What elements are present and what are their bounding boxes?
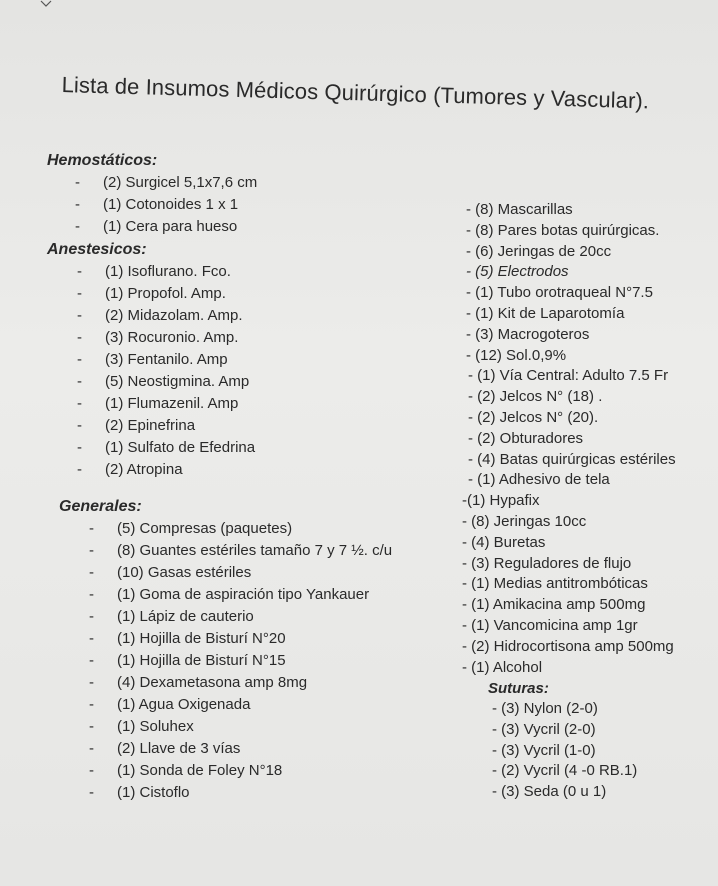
bullet-dash: -: [89, 718, 94, 735]
list-item: [47, 606, 417, 628]
bullet-dash: -: [77, 351, 82, 368]
item-text: (1) Flumazenil. Amp: [105, 395, 239, 412]
list-item: - (8) Pares botas quirúrgicas.: [466, 221, 660, 239]
bullet-dash: -: [77, 263, 82, 280]
bullet-dash: -: [89, 608, 94, 625]
list-item: - (1) Alcohol: [462, 658, 543, 676]
suture-item: - (3) Vycril (2-0): [492, 720, 596, 738]
section-heading-anestesicos: Anestesicos:: [47, 241, 147, 258]
list-item: [47, 305, 417, 327]
list-item: [47, 349, 417, 371]
list-item: [47, 694, 417, 716]
list-item: [47, 562, 417, 584]
list-item: [47, 216, 417, 238]
hemostaticos-list: [47, 172, 417, 238]
list-item: - (2) Hidrocortisona amp 500mg: [462, 637, 674, 655]
list-item: - (5) Electrodos: [466, 263, 569, 281]
list-item: [47, 738, 417, 760]
item-text: (2) Epinefrina: [105, 417, 196, 434]
suture-item: - (2) Vycril (4 -0 RB.1): [492, 762, 638, 780]
generales-list: [47, 518, 417, 804]
list-item: - (2) Jelcos N° (20).: [468, 408, 599, 426]
item-text: (1) Soluhex: [117, 718, 194, 735]
list-item: [47, 672, 417, 694]
bullet-dash: -: [89, 564, 94, 581]
bullet-dash: -: [89, 630, 94, 647]
item-text: (2) Llave de 3 vías: [117, 740, 241, 757]
bullet-dash: -: [77, 417, 82, 434]
bullet-dash: -: [77, 461, 82, 478]
bullet-dash: -: [89, 696, 94, 713]
list-item: - (8) Jeringas 10cc: [462, 512, 587, 530]
bullet-dash: -: [89, 542, 94, 559]
list-item: [47, 782, 417, 804]
list-item: - (4) Buretas: [462, 533, 546, 551]
suture-item: - (3) Vycril (1-0): [492, 741, 596, 759]
item-text: (8) Guantes estériles tamaño 7 y 7 ½. c/u: [117, 542, 393, 559]
list-item: [47, 459, 417, 481]
list-item: [47, 194, 417, 216]
suturas-list: [448, 699, 713, 802]
section-heading-hemostaticos: Hemostáticos:: [47, 152, 158, 169]
list-item: - (1) Adhesivo de tela: [468, 471, 610, 489]
item-text: (1) Propofol. Amp.: [105, 285, 226, 302]
bullet-dash: -: [77, 395, 82, 412]
bullet-dash: -: [75, 196, 80, 213]
item-text: (2) Atropina: [105, 461, 183, 478]
left-column: [47, 149, 417, 804]
bullet-dash: -: [77, 307, 82, 324]
list-item: [47, 760, 417, 782]
item-text: (1) Hojilla de Bisturí N°15: [117, 652, 286, 669]
list-item: - (1) Tubo orotraqueal N°7.5: [466, 284, 653, 302]
section-heading-suturas: Suturas:: [488, 680, 549, 698]
item-text: (1) Hojilla de Bisturí N°20: [117, 630, 286, 647]
item-text: (1) Agua Oxigenada: [117, 696, 251, 713]
item-text: (1) Sulfato de Efedrina: [105, 439, 256, 456]
list-item: [47, 540, 417, 562]
list-item: [47, 327, 417, 349]
right-column: [448, 200, 713, 802]
suture-item: - (3) Seda (0 u 1): [492, 782, 607, 800]
list-item: [47, 371, 417, 393]
page-title: Lista de Insumos Médicos Quirúrgico (Tumores y Vascular).: [61, 72, 650, 114]
item-text: (3) Fentanilo. Amp: [105, 351, 228, 368]
item-text: (1) Goma de aspiración tipo Yankauer: [117, 586, 370, 603]
bullet-dash: -: [89, 740, 94, 757]
bullet-dash: -: [89, 586, 94, 603]
list-item: - (1) Kit de Laparotomía: [466, 304, 625, 322]
list-item: [47, 628, 417, 650]
bullet-dash: -: [75, 218, 80, 235]
bullet-dash: -: [77, 285, 82, 302]
list-item: - (4) Batas quirúrgicas estériles: [468, 450, 676, 468]
item-text: (1) Sonda de Foley N°18: [117, 762, 283, 779]
list-item: - (1) Amikacina amp 500mg: [462, 596, 646, 614]
list-item: - (2) Jelcos N° (18) .: [468, 388, 603, 406]
list-item: - (3) Reguladores de flujo: [462, 554, 632, 572]
list-item: [47, 584, 417, 606]
item-text: (1) Cotonoides 1 x 1: [103, 196, 239, 213]
list-item: [47, 437, 417, 459]
list-item: - (2) Obturadores: [468, 429, 584, 447]
bullet-dash: -: [89, 784, 94, 801]
list-item: - (1) Vancomicina amp 1gr: [462, 616, 638, 634]
item-text: (1) Lápiz de cauterio: [117, 608, 254, 625]
item-text: (2) Surgicel 5,1x7,6 cm: [103, 174, 258, 191]
list-item: - (6) Jeringas de 20cc: [466, 242, 612, 260]
bullet-dash: -: [77, 373, 82, 390]
pen-mark-icon: [40, 0, 52, 8]
bullet-dash: -: [77, 329, 82, 346]
suture-item: - (3) Nylon (2-0): [492, 700, 598, 718]
item-text: (10) Gasas estériles: [117, 564, 252, 581]
list-item: -(1) Hypafix: [462, 492, 540, 510]
list-item: [47, 650, 417, 672]
item-text: (1) Cistoflo: [117, 784, 190, 801]
list-item: - (8) Mascarillas: [466, 201, 573, 218]
list-item: [47, 415, 417, 437]
list-item: [47, 716, 417, 738]
list-item: - (1) Medias antitrombóticas: [462, 575, 648, 593]
list-item: [47, 283, 417, 305]
list-item: - (3) Macrogoteros: [466, 325, 590, 343]
item-text: (5) Compresas (paquetes): [117, 520, 293, 537]
item-text: (4) Dexametasona amp 8mg: [117, 674, 308, 691]
bullet-dash: -: [75, 174, 80, 191]
list-item: - (12) Sol.0,9%: [466, 346, 567, 364]
spacer: [47, 481, 417, 495]
list-item: [47, 261, 417, 283]
bullet-dash: -: [89, 520, 94, 537]
list-item: [47, 172, 417, 194]
list-item: [47, 518, 417, 540]
item-text: (1) Cera para hueso: [103, 218, 238, 235]
bullet-dash: -: [77, 439, 82, 456]
right-supplies-list: [448, 200, 713, 678]
item-text: (2) Midazolam. Amp.: [105, 307, 243, 324]
anestesicos-list: [47, 261, 417, 481]
item-text: (1) Isoflurano. Fco.: [105, 263, 231, 280]
bullet-dash: -: [89, 674, 94, 691]
bullet-dash: -: [89, 652, 94, 669]
item-text: (3) Rocuronio. Amp.: [105, 329, 239, 346]
bullet-dash: -: [89, 762, 94, 779]
list-item: [47, 393, 417, 415]
item-text: (5) Neostigmina. Amp: [105, 373, 250, 390]
section-heading-generales: Generales:: [59, 498, 142, 515]
list-item: - (1) Vía Central: Adulto 7.5 Fr: [468, 367, 669, 385]
